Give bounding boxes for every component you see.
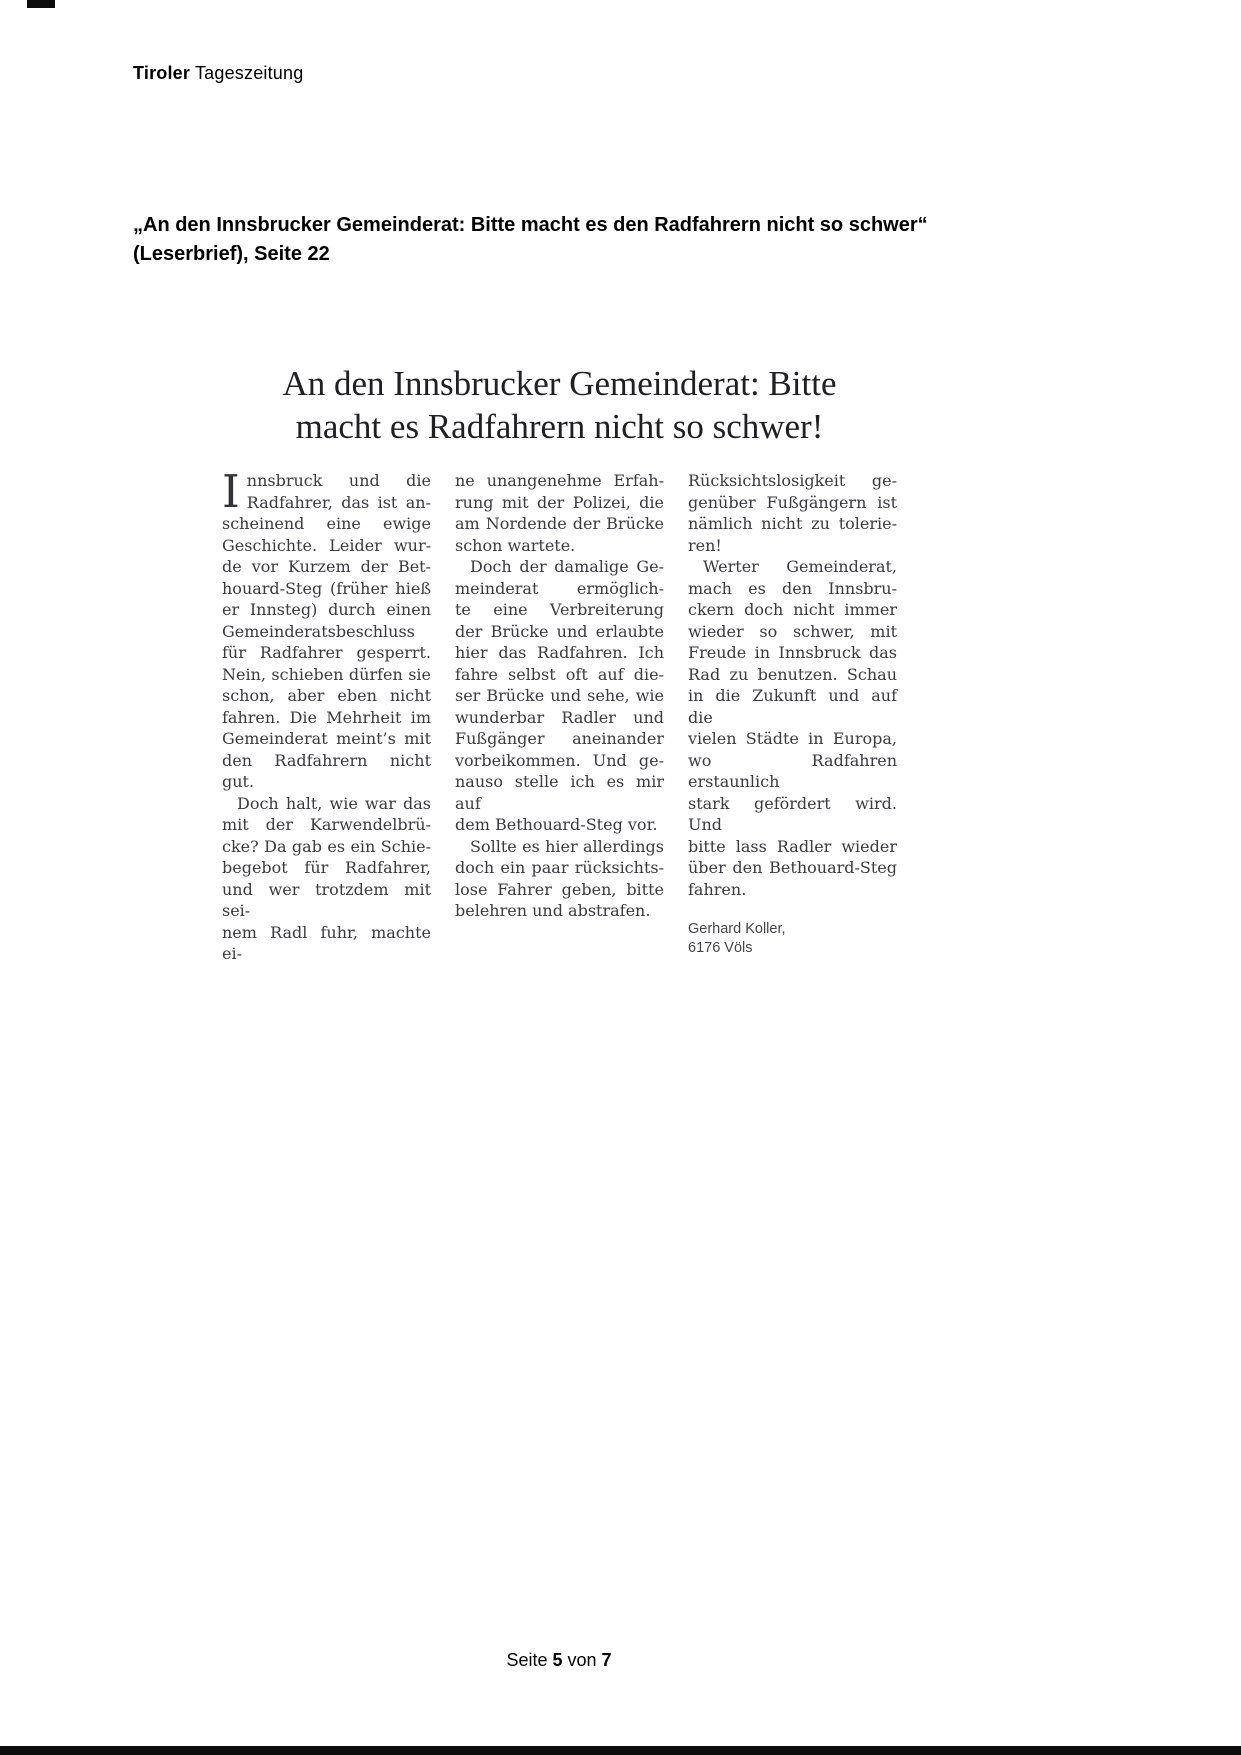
- text-line: der Brücke und erlaubte: [455, 621, 664, 641]
- text-line: schon wartete.: [455, 535, 576, 555]
- paragraph: [222, 465, 431, 793]
- text-line: Sollte es hier allerdings: [470, 836, 664, 856]
- signature-line: 6176 Völs: [688, 940, 753, 956]
- text-line: nem Radl fuhr, machte ei-: [222, 922, 431, 963]
- newspaper-brand: [133, 63, 303, 84]
- paragraph: [455, 556, 664, 836]
- text-line: am Nordende der Brücke: [455, 514, 664, 533]
- text-line: mach es den Innsbru-: [688, 578, 897, 598]
- text-line: bitte lass Radler wieder: [688, 836, 897, 856]
- text-line: vielen Städte in Europa,: [688, 729, 897, 748]
- text-line: fahre selbst oft auf die-: [455, 664, 664, 684]
- paragraph: [688, 556, 897, 900]
- headline-line-2: macht es Radfahrern nicht so schwer!: [295, 407, 824, 446]
- clipping-column: [222, 465, 431, 965]
- text-line: Gemeinderatsbeschluss: [222, 621, 415, 641]
- footer-separator: von: [562, 1650, 602, 1670]
- text-line: ser Brücke und sehe, wie: [455, 686, 664, 705]
- paragraph: [688, 470, 897, 556]
- text-line: Geschichte. Leider wur-: [222, 535, 431, 555]
- footer-current-page: 5: [552, 1650, 563, 1670]
- footer-total-pages: 7: [601, 1650, 612, 1670]
- clipping-headline: [222, 362, 897, 448]
- text-line: Werter Gemeinderat,: [703, 557, 897, 576]
- text-line: den Radfahrern nicht gut.: [222, 750, 431, 791]
- text-line: für Radfahrer gesperrt.: [222, 643, 431, 662]
- text-line: ckern doch nicht immer: [688, 600, 897, 619]
- text-line: ren!: [688, 535, 722, 555]
- paragraph: [455, 470, 664, 556]
- brand-bold-part: Tiroler: [133, 63, 191, 83]
- text-line: nauso stelle ich es mir auf: [455, 772, 664, 813]
- text-line: rung mit der Polizei, die: [455, 492, 664, 512]
- text-line: te eine Verbreiterung: [455, 600, 664, 619]
- text-line: de vor Kurzem der Bet-: [222, 557, 431, 576]
- scan-artifact-top-left: [27, 0, 55, 8]
- brand-regular-part: Tageszeitung: [190, 63, 304, 83]
- text-line: dem Bethouard-Steg vor.: [455, 815, 658, 834]
- text-line: schon, aber eben nicht: [222, 686, 431, 705]
- text-line: in die Zukunft und auf die: [688, 686, 897, 727]
- text-line: hier das Radfahren. Ich: [455, 643, 664, 662]
- text-line: scheinend eine ewige: [222, 514, 431, 533]
- text-line: Doch der damalige Ge-: [470, 557, 664, 576]
- paragraph: [222, 793, 431, 965]
- text-line: Freude in Innsbruck das: [688, 643, 897, 662]
- text-line: houard-Steg (früher hieß: [222, 578, 431, 598]
- signature-line: Gerhard Koller,: [688, 921, 786, 937]
- text-line: genüber Fußgängern ist: [688, 492, 897, 512]
- clipping-column: [688, 470, 897, 965]
- text-line: vorbeikommen. Und ge-: [455, 750, 664, 770]
- newspaper-clipping: [222, 362, 897, 965]
- text-line: fahren.: [688, 879, 747, 899]
- scan-artifact-bottom: [0, 1746, 1241, 1755]
- text-line: begebot für Radfahrer,: [222, 858, 431, 877]
- text-line: über den Bethouard-Steg: [688, 858, 897, 877]
- text-line: nnsbruck und die: [246, 471, 431, 490]
- text-line: cke? Da gab es ein Schie-: [222, 836, 431, 856]
- letter-signature: [688, 920, 897, 958]
- text-line: wunderbar Radler und: [455, 707, 664, 727]
- text-line: lose Fahrer geben, bitte: [455, 879, 664, 899]
- text-line: Radfahrer, das ist an-: [246, 492, 431, 512]
- footer-prefix: Seite: [506, 1650, 553, 1670]
- clipping-columns: [222, 465, 897, 965]
- clipping-column: [455, 470, 664, 965]
- paragraph: [455, 836, 664, 922]
- article-reference-heading: „An den Innsbrucker Gemeinderat: Bitte macht es den Radfahrern nicht so schwer“ (Leserbrief), Seite 22: [133, 214, 928, 265]
- text-line: ne unangenehme Erfah-: [455, 471, 664, 490]
- text-line: wieder so schwer, mit: [688, 621, 897, 641]
- text-line: meinderat ermöglich-: [455, 578, 664, 598]
- text-line: Nein, schieben dürfen sie: [222, 664, 431, 684]
- text-line: Doch halt, wie war das: [237, 793, 431, 813]
- text-line: mit der Karwendelbrü-: [222, 815, 431, 834]
- text-line: wo Radfahren erstaunlich: [688, 750, 897, 791]
- page-number-footer: [133, 1650, 985, 1671]
- text-line: er Innsteg) durch einen: [222, 600, 431, 619]
- headline-line-1: An den Innsbrucker Gemeinderat: Bitte: [282, 364, 837, 403]
- text-line: Gemeinderat meint’s mit: [222, 729, 431, 748]
- text-line: fahren. Die Mehrheit im: [222, 707, 431, 727]
- text-line: Rücksichtslosigkeit ge-: [688, 471, 897, 490]
- drop-cap: I: [222, 465, 240, 518]
- text-line: Rad zu benutzen. Schau: [688, 664, 897, 684]
- text-line: Fußgänger aneinander: [455, 729, 664, 748]
- text-line: nämlich nicht zu tolerie-: [688, 514, 897, 533]
- text-line: doch ein paar rücksichts-: [455, 858, 664, 877]
- text-line: belehren und abstrafen.: [455, 901, 651, 920]
- text-line: und wer trotzdem mit sei-: [222, 879, 431, 920]
- text-line: stark gefördert wird. Und: [688, 793, 897, 834]
